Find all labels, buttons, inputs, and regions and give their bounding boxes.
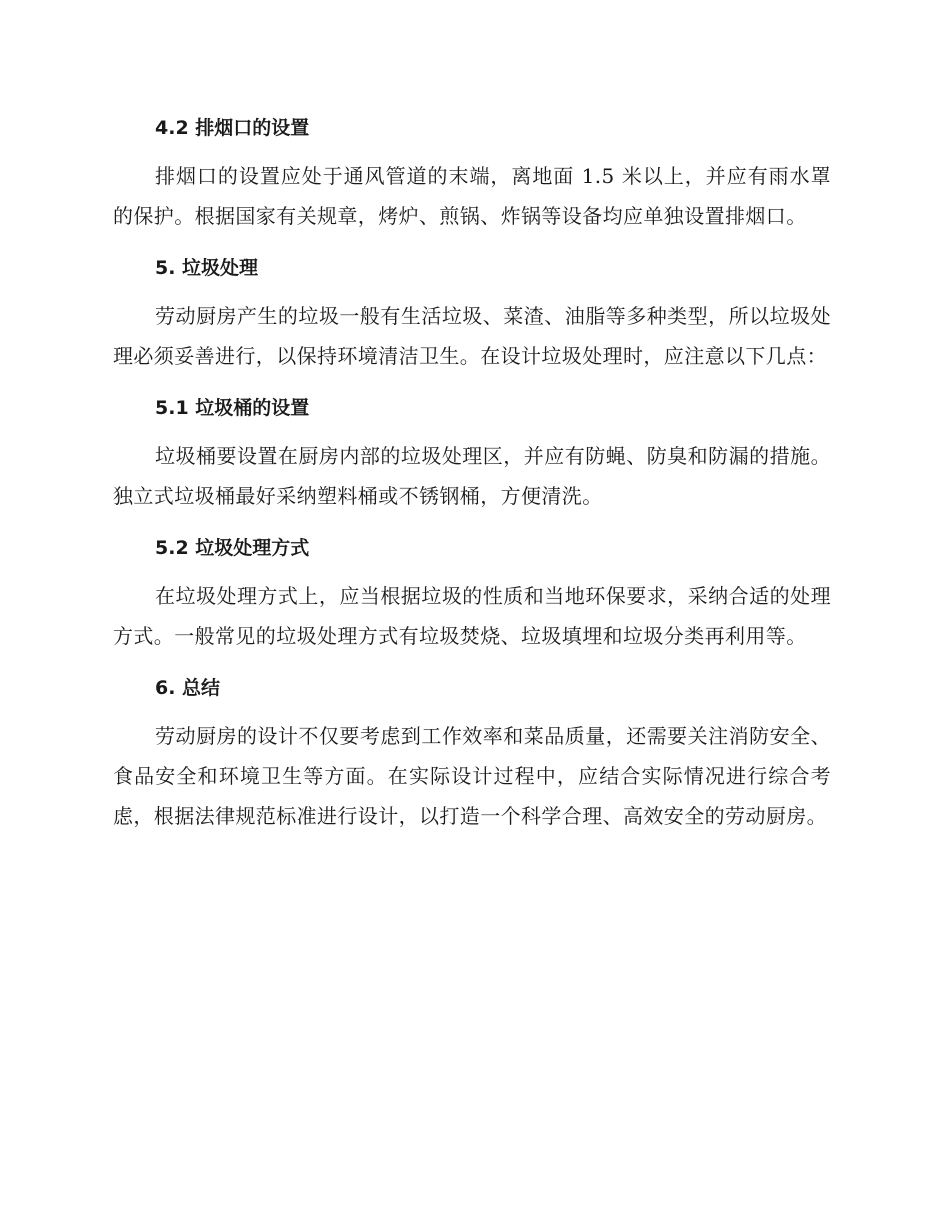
- section-6: [113, 668, 831, 836]
- section-5-1: [113, 388, 831, 516]
- section-5: [113, 248, 831, 376]
- section-heading: 5.1 垃圾桶的设置: [155, 397, 310, 419]
- section-paragraph: 垃圾桶要设置在厨房内部的垃圾处理区，并应有防蝇、防臭和防漏的措施。独立式垃圾桶最好采纳塑料桶或不锈钢桶，方便清洗。: [113, 444, 831, 508]
- section-5-2: [113, 528, 831, 656]
- section-heading: 5.2 垃圾处理方式: [155, 537, 310, 559]
- section-paragraph: 在垃圾处理方式上，应当根据垃圾的性质和当地环保要求，采纳合适的处理方式。一般常见的垃圾处理方式有垃圾焚烧、垃圾填埋和垃圾分类再利用等。: [113, 584, 831, 648]
- section-heading: 6. 总结: [155, 677, 221, 699]
- section-4-2: [113, 108, 831, 236]
- section-paragraph: 排烟口的设置应处于通风管道的末端，离地面 1.5 米以上，并应有雨水罩的保护。根据国家有关规章，烤炉、煎锅、炸锅等设备均应单独设置排烟口。: [113, 164, 831, 228]
- section-heading: 5. 垃圾处理: [155, 257, 259, 279]
- document-page: [113, 108, 831, 848]
- section-heading: 4.2 排烟口的设置: [155, 117, 310, 139]
- section-paragraph: 劳动厨房的设计不仅要考虑到工作效率和菜品质量，还需要关注消防安全、食品安全和环境卫生等方面。在实际设计过程中，应结合实际情况进行综合考虑，根据法律规范标准进行设计，以打造一个科学合理、高效安全的劳动厨房。: [113, 724, 831, 828]
- section-paragraph: 劳动厨房产生的垃圾一般有生活垃圾、菜渣、油脂等多种类型，所以垃圾处理必须妥善进行，以保持环境清洁卫生。在设计垃圾处理时，应注意以下几点：: [113, 304, 831, 368]
